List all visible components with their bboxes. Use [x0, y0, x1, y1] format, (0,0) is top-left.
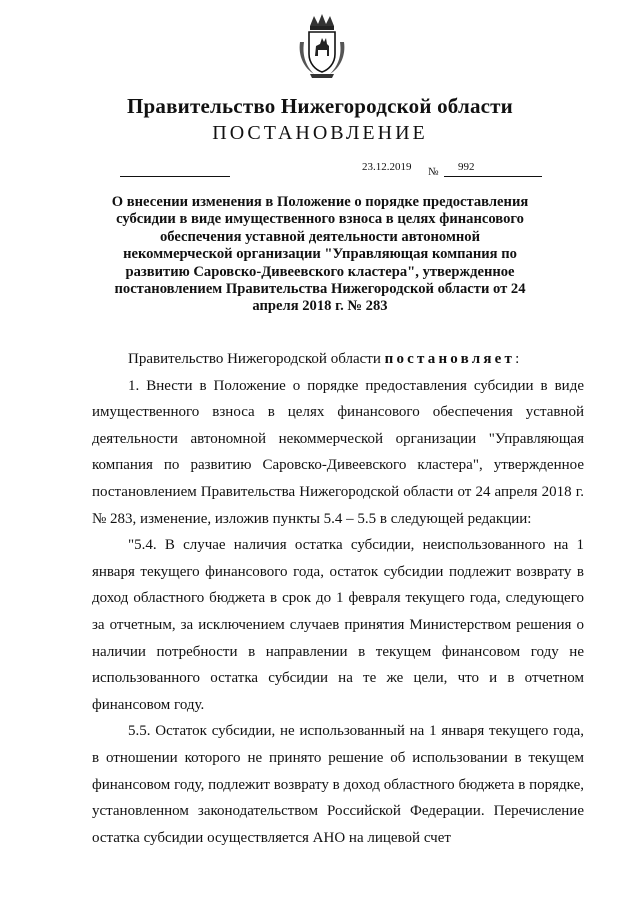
document-date: 23.12.2019 [362, 161, 412, 173]
organization-name: Правительство Нижегородской области [127, 94, 513, 118]
intro-resolves: постановляет [384, 351, 516, 367]
coat-of-arms-icon [296, 12, 348, 80]
document-type: ПОСТАНОВЛЕНИЕ [212, 122, 428, 144]
number-underline [444, 176, 542, 177]
paragraph-5-4: "5.4. В случае наличия остатка субсидии, неиспользованного на 1 января текущего финансового года, остаток субсидии подлежит возврату в доход областного бюджета в срок до 1 февраля текущего года, следующего за отчетным, за исключением случаев принятия Министерством решения о наличии потребности в направлении в текущем финансовом году не использованного остатка субсидии на те же цели, что и в отчетном финансовом году. [92, 537, 584, 713]
intro-suffix: : [515, 351, 520, 367]
date-blank-line [120, 176, 230, 177]
number-sign: № [428, 166, 439, 178]
paragraph-1: 1. Внести в Положение о порядке предоставления субсидии в виде имущественного взноса в целях финансового обеспечения уставной деятельности автономной некоммерческой организации "Управляющая компания по развитию Саровско-Дивеевского кластера", утвержденное постановлением Правительства Нижегородской области от 24 апреля 2018 г. № 283, изменение, изложив пункты 5.4 – 5.5 в следующей редакции: [92, 377, 584, 527]
document-title: О внесении изменения в Положение о порядке предоставления субсидии в виде имущественного взноса в целях финансового обеспечения уставной деятельности автономной некоммерческой организации "Управляющая компания по развитию Саровско-Дивеевского кластера", утвержденное постановлением Правительства Нижегородской области от 24 апреля 2018 г. № 283 [111, 194, 529, 315]
document-body [92, 346, 584, 851]
intro-prefix: Правительство Нижегородской области [128, 351, 385, 367]
document-number: 992 [458, 161, 475, 173]
intro-paragraph [92, 346, 584, 373]
paragraph-5-5: 5.5. Остаток субсидии, не использованный на 1 января текущего года, в отношении которого не принято решение об использовании в текущем финансовом году, подлежит возврату в доход областного бюджета в порядке, установленном законодательством Российской Федерации. Перечисление остатка субсидии осуществляется АНО на лицевой счет [92, 723, 584, 846]
